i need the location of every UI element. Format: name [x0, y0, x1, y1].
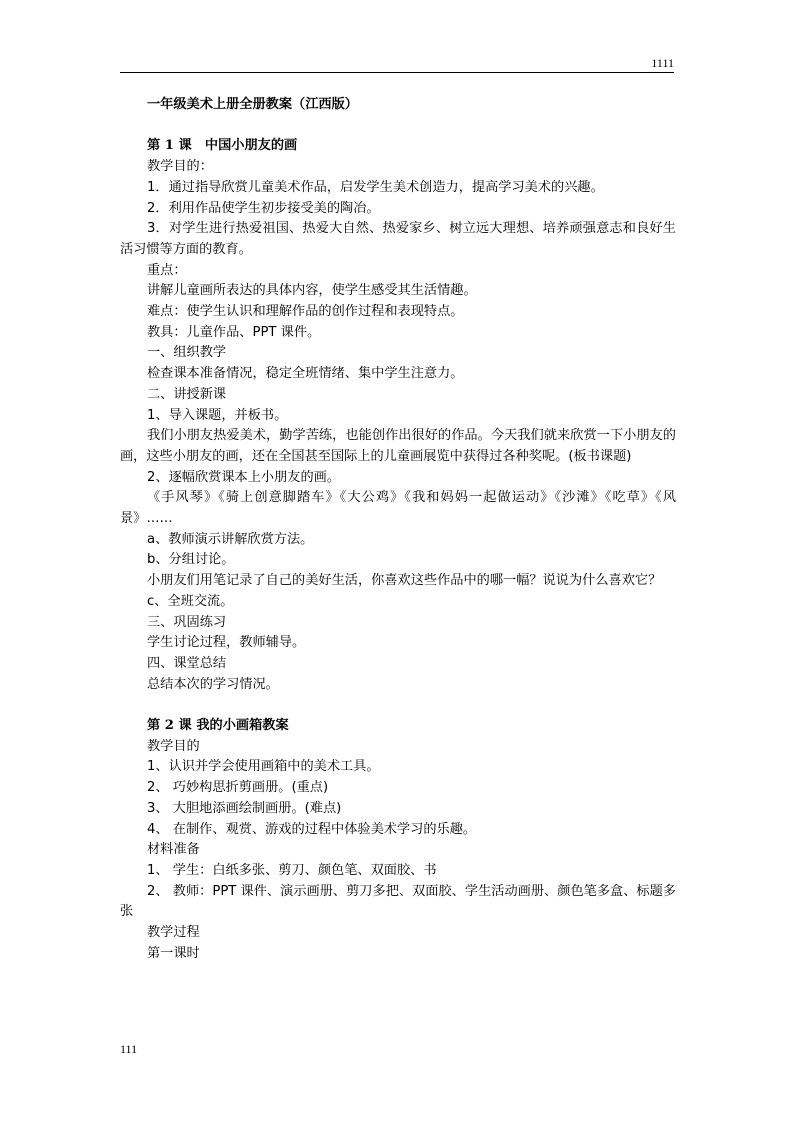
paragraph: 难点：使学生认识和理解作品的创作过程和表现特点。 — [147, 304, 464, 320]
paragraph: 《手风琴》《骑上创意脚踏车》《大公鸡》《我和妈妈一起做运动》《沙滩》《吃草》《风景》…… — [120, 490, 676, 527]
lesson-2-heading: 第 2 课 我的小画箱教案 — [147, 718, 289, 734]
paragraph: 3、 大胆地添画绘制画册。(难点) — [147, 800, 342, 816]
paragraph: 检查课本准备情况，稳定全班情绪、集中学生注意力。 — [147, 366, 464, 382]
paragraph: 第一课时 — [147, 945, 200, 961]
paragraph: 小朋友们用笔记录了自己的美好生活，你喜欢这些作品中的哪一幅？说说为什么喜欢它？ — [147, 573, 662, 589]
paragraph: 2、 巧妙构思折剪画册。(重点) — [147, 780, 329, 796]
paragraph: 教学目的 — [147, 738, 200, 754]
paragraph: 教具：儿童作品、PPT 课件。 — [147, 324, 321, 340]
document-body — [120, 95, 676, 965]
header-divider — [120, 72, 674, 73]
paragraph: 总结本次的学习情况。 — [147, 676, 279, 692]
paragraph: 1、认识并学会使用画箱中的美术工具。 — [147, 759, 380, 775]
paragraph: 教学过程 — [147, 925, 200, 941]
paragraph: 1．通过指导欣赏儿童美术作品，启发学生美术创造力，提高学习美术的兴趣。 — [147, 179, 604, 195]
spacer — [120, 695, 676, 716]
paragraph: 3．对学生进行热爱祖国、热爱大自然、热爱家乡、树立远大理想、培养顽强意志和良好生活习惯等方面的教育。 — [120, 221, 676, 257]
paragraph: 二、讲授新课 — [147, 386, 227, 402]
paragraph: 2、 教师：PPT 课件、演示画册、剪刀多把、双面胶、学生活动画册、颜色笔多盒、标题多张 — [120, 883, 676, 920]
paragraph: 重点： — [147, 262, 187, 278]
paragraph: a、教师演示讲解欣赏方法。 — [147, 531, 314, 547]
paragraph: 1、 学生：白纸多张、剪刀、颜色笔、双面胶、书 — [147, 862, 437, 878]
paragraph: 三、巩固练习 — [147, 614, 227, 630]
document-title: 一年级美术上册全册教案（江西版） — [147, 97, 358, 112]
spacer — [120, 116, 676, 137]
paragraph: b、分组讨论。 — [147, 552, 235, 568]
paragraph: 一、组织教学 — [147, 345, 227, 361]
paragraph: c、全班交流。 — [147, 593, 234, 609]
paragraph: 材料准备 — [147, 842, 200, 858]
paragraph: 讲解儿童画所表达的具体内容，使学生感受其生活情趣。 — [147, 283, 477, 299]
paragraph: 四、课堂总结 — [147, 655, 227, 671]
footer-page-number: 111 — [120, 1042, 138, 1056]
paragraph: 学生讨论过程，教师辅导。 — [147, 635, 306, 651]
paragraph: 我们小朋友热爱美术，勤学苦练，也能创作出很好的作品。今天我们就来欣赏一下小朋友的画，这些小朋友的画，还在全国甚至国际上的儿童画展览中获得过各种奖呢。(板书课题) — [120, 428, 676, 464]
header-page-number: 1111 — [651, 56, 674, 70]
paragraph: 4、 在制作、观赏、游戏的过程中体验美术学习的乐趣。 — [147, 821, 477, 837]
lesson-2-body — [120, 737, 676, 965]
lesson-1-heading: 第 1 课 中国小朋友的画 — [147, 138, 298, 154]
paragraph: 2、逐幅欣赏课本上小朋友的画。 — [147, 469, 341, 485]
paragraph: 1、导入课题，并板书。 — [147, 407, 288, 423]
lesson-1-body — [120, 157, 676, 695]
paragraph: 教学目的： — [147, 159, 213, 175]
paragraph: 2．利用作品使学生初步接受美的陶冶。 — [147, 200, 380, 216]
